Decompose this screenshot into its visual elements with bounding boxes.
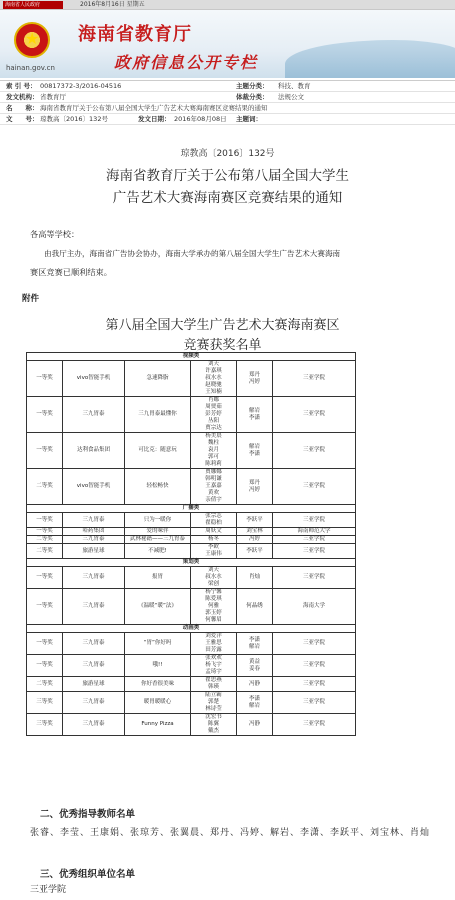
top-bar xyxy=(0,0,455,10)
award-cell: 一等奖 xyxy=(27,433,63,469)
category-label: 视频类 xyxy=(27,353,356,361)
date-value: 2016年08月08日 xyxy=(174,115,227,123)
work-cell: 你好香很美味 xyxy=(125,677,191,692)
work-cell: 不减肥! xyxy=(125,544,191,559)
members-cell: 贾娜娜 韩明谦 王嘉嘉 黄欢 亲倩宇 xyxy=(191,469,237,505)
school-cell: 三亚学院 xyxy=(273,397,356,433)
award-cell: 一等奖 xyxy=(27,528,63,536)
award-cell: 一等奖 xyxy=(27,655,63,677)
banner-island-graphic xyxy=(285,40,455,78)
members-cell: 刘天 叔水水 梁创 xyxy=(191,567,237,589)
brand-cell: 三九胃泰 xyxy=(63,589,125,625)
name-label: 名 称： xyxy=(6,104,39,112)
document-number: 琼教高〔2016〕132号 xyxy=(180,149,275,159)
table-row xyxy=(27,589,356,625)
doc-title-line1: 海南省教育厅关于公布第八届全国大学生 xyxy=(106,168,349,184)
table-row xyxy=(27,692,356,714)
units-heading: 三、优秀组织单位名单 xyxy=(40,869,136,880)
work-cell: 武林秘籍——三九胃泰 xyxy=(125,536,191,544)
category-label: 广播类 xyxy=(27,505,356,513)
school-cell: 三亚学院 xyxy=(273,633,356,655)
table-row xyxy=(27,433,356,469)
meta-row-org xyxy=(0,92,455,103)
award-list-title-line2: 竞赛获奖名单 xyxy=(183,338,262,353)
advisor-cell: 刘宝林 xyxy=(237,528,273,536)
index-label: 索 引 号： xyxy=(6,82,37,90)
brand-cell: 三九胃泰 xyxy=(63,397,125,433)
school-cell: 三亚学院 xyxy=(273,433,356,469)
school-cell: 三亚学院 xyxy=(273,655,356,677)
meta-row-name xyxy=(0,103,455,114)
award-list-title-line1: 第八届全国大学生广告艺术大赛海南赛区 xyxy=(105,318,340,333)
org-value: 省教育厅 xyxy=(40,93,66,101)
table-row xyxy=(27,714,356,736)
award-cell: 二等奖 xyxy=(27,544,63,559)
greeting: 各高等学校： xyxy=(30,229,80,239)
teachers-heading: 二、优秀指导教师名单 xyxy=(40,809,136,820)
org-label: 发文机构： xyxy=(6,93,39,101)
teachers-names: 张睿、李莹、王康娟、张琼芳、张翼晨、郑丹、冯婷、解岩、李潇、李跃平、刘宝林、肖灿 xyxy=(30,828,431,838)
site-title[interactable]: 海南省教育厅 xyxy=(78,24,192,45)
school-cell: 三亚学院 xyxy=(273,469,356,505)
work-cell: 《温暖“暖”法》 xyxy=(125,589,191,625)
type-label: 体裁分类： xyxy=(236,93,269,101)
advisor-cell: 何晶绣 xyxy=(237,589,273,625)
school-cell: 三亚学院 xyxy=(273,677,356,692)
work-cell: 哦!! xyxy=(125,655,191,677)
school-cell: 三亚学院 xyxy=(273,692,356,714)
members-cell: 陆立霸 郭楚 林诗莹 xyxy=(191,692,237,714)
brand-cell: 三九胃泰 xyxy=(63,714,125,736)
advisor-cell: 解岩 李潇 xyxy=(237,433,273,469)
award-cell: 二等奖 xyxy=(27,536,63,544)
body-line1: 由我厅主办，海南省广告协会协办，海南大学承办的第八届全国大学生广告艺术大赛海南 xyxy=(44,249,341,258)
document-metadata xyxy=(0,80,455,136)
members-cell: 张欢欢 杨飞宇 孟琦宇 xyxy=(191,655,237,677)
category-row xyxy=(27,353,356,361)
advisor-cell: 郑丹 冯婷 xyxy=(237,469,273,505)
school-cell: 三亚学院 xyxy=(273,536,356,544)
work-cell: 报胃 xyxy=(125,567,191,589)
brand-cell: 旅游星球 xyxy=(63,544,125,559)
body-line2: 赛区竞赛已顺利结束。 xyxy=(30,267,112,277)
school-cell: 三亚学院 xyxy=(273,361,356,397)
brand-cell: 三九胃泰 xyxy=(63,513,125,528)
members-cell: 沈宏书 陈翼 戴杰 xyxy=(191,714,237,736)
national-emblem-icon xyxy=(14,22,50,58)
members-cell: 张宗志 翟稳柏 xyxy=(191,513,237,528)
award-cell: 一等奖 xyxy=(27,567,63,589)
table-row xyxy=(27,655,356,677)
site-url[interactable]: hainan.gov.cn xyxy=(6,64,55,72)
topic-value: 科技、教育 xyxy=(278,82,311,90)
school-cell: 三亚学院 xyxy=(273,513,356,528)
brand-cell: 达利食品集团 xyxy=(63,433,125,469)
advisor-cell: 黄益 姜春 xyxy=(237,655,273,677)
members-cell: 翟思燕 韩瑛 xyxy=(191,677,237,692)
advisor-cell: 李潇 解岩 xyxy=(237,692,273,714)
table-row xyxy=(27,544,356,559)
table-row xyxy=(27,397,356,433)
award-cell: 一等奖 xyxy=(27,633,63,655)
brand-cell: 三九胃泰 xyxy=(63,692,125,714)
table-row xyxy=(27,513,356,528)
brand-cell: 哈药集团 xyxy=(63,528,125,536)
members-cell: 刘爱洋 王雅思 田芳露 xyxy=(191,633,237,655)
work-cell: 轻松畅快 xyxy=(125,469,191,505)
site-banner xyxy=(0,10,455,78)
work-cell: 只为一暖你 xyxy=(125,513,191,528)
award-cell: 一等奖 xyxy=(27,361,63,397)
work-cell: 爱的味伴 xyxy=(125,528,191,536)
school-cell: 海南师范大学 xyxy=(273,528,356,536)
brand-cell: 三九胃泰 xyxy=(63,536,125,544)
award-cell: 一等奖 xyxy=(27,397,63,433)
advisor-cell: 李潇 解岩 xyxy=(237,633,273,655)
category-row xyxy=(27,625,356,633)
members-cell: 刘天 许嘉琪 叔水水 赵晓驰 王知楠 xyxy=(191,361,237,397)
doc-title-line2: 广告艺术大赛海南赛区竞赛结果的通知 xyxy=(112,190,343,206)
table-row xyxy=(27,633,356,655)
award-cell: 三等奖 xyxy=(27,714,63,736)
members-cell: 杨美晨 魏柱 袁月 郭可 陈莉莉 xyxy=(191,433,237,469)
type-value: 法规公文 xyxy=(278,93,304,101)
meta-row-docno xyxy=(0,114,455,125)
work-cell: 三九胃泰最懂你 xyxy=(125,397,191,433)
docno-label: 文 号： xyxy=(6,115,39,123)
award-cell: 二等奖 xyxy=(27,677,63,692)
advisor-cell: 李跃平 xyxy=(237,513,273,528)
school-cell: 三亚学院 xyxy=(273,714,356,736)
school-cell: 三亚学院 xyxy=(273,567,356,589)
attachment-label: 附件 xyxy=(22,294,40,304)
school-cell: 海南大学 xyxy=(273,589,356,625)
brand-cell: 三九胃泰 xyxy=(63,633,125,655)
top-date: 2016年8月16日 星期五 xyxy=(80,1,145,8)
docno-value: 琼教高〔2016〕132号 xyxy=(40,115,108,123)
members-cell: 杨宁馨 陈爱琪 何雅 郭玉婷 何馨眉 xyxy=(191,589,237,625)
members-cell: 李欧 王康伟 xyxy=(191,544,237,559)
units-names: 三亚学院 xyxy=(30,885,67,895)
work-cell: “胃”你好吗 xyxy=(125,633,191,655)
category-row xyxy=(27,559,356,567)
award-cell: 一等奖 xyxy=(27,589,63,625)
keyword-label: 主题词： xyxy=(236,115,262,123)
gov-logo-label[interactable]: 海南省人民政府 xyxy=(3,1,63,9)
award-cell: 三等奖 xyxy=(27,692,63,714)
advisor-cell: 冯婷 xyxy=(237,536,273,544)
brand-cell: vivo智能手机 xyxy=(63,469,125,505)
members-cell: 周妖文 xyxy=(191,528,237,536)
name-value: 海南省教育厅关于公布第八届全国大学生广告艺术大赛海南赛区竞赛结果的通知 xyxy=(40,104,268,112)
advisor-cell: 李跃平 xyxy=(237,544,273,559)
brand-cell: 三九胃泰 xyxy=(63,655,125,677)
table-row xyxy=(27,536,356,544)
category-label: 动画类 xyxy=(27,625,356,633)
table-row xyxy=(27,567,356,589)
members-cell: 肖娜 周贾茹 彭芳婷 丛阳 贾宗达 xyxy=(191,397,237,433)
advisor-cell: 肖灿 xyxy=(237,567,273,589)
advisor-cell: 冯静 xyxy=(237,677,273,692)
category-label: 策划类 xyxy=(27,559,356,567)
table-row xyxy=(27,677,356,692)
meta-row-index xyxy=(0,81,455,92)
advisor-cell: 解岩 李潇 xyxy=(237,397,273,433)
award-table xyxy=(26,352,356,736)
table-row xyxy=(27,528,356,536)
members-cell: 杨冬 xyxy=(191,536,237,544)
column-title: 政府信息公开专栏 xyxy=(114,53,259,72)
topic-label: 主题分类： xyxy=(236,82,269,90)
brand-cell: vivo智能手机 xyxy=(63,361,125,397)
advisor-cell: 冯静 xyxy=(237,714,273,736)
brand-cell: 旅游星球 xyxy=(63,677,125,692)
award-cell: 一等奖 xyxy=(27,513,63,528)
work-cell: 暖胃暖暖心 xyxy=(125,692,191,714)
work-cell: 可比克：随意玩 xyxy=(125,433,191,469)
category-row xyxy=(27,505,356,513)
index-value: 00817372-3/2016-04516 xyxy=(40,82,122,90)
work-cell: 急速降脂 xyxy=(125,361,191,397)
award-cell: 二等奖 xyxy=(27,469,63,505)
school-cell: 三亚学院 xyxy=(273,544,356,559)
work-cell: Funny Pizza xyxy=(125,714,191,736)
brand-cell: 三九胃泰 xyxy=(63,567,125,589)
advisor-cell: 郑丹 冯婷 xyxy=(237,361,273,397)
date-label: 发文日期： xyxy=(138,115,171,123)
table-row xyxy=(27,361,356,397)
table-row xyxy=(27,469,356,505)
